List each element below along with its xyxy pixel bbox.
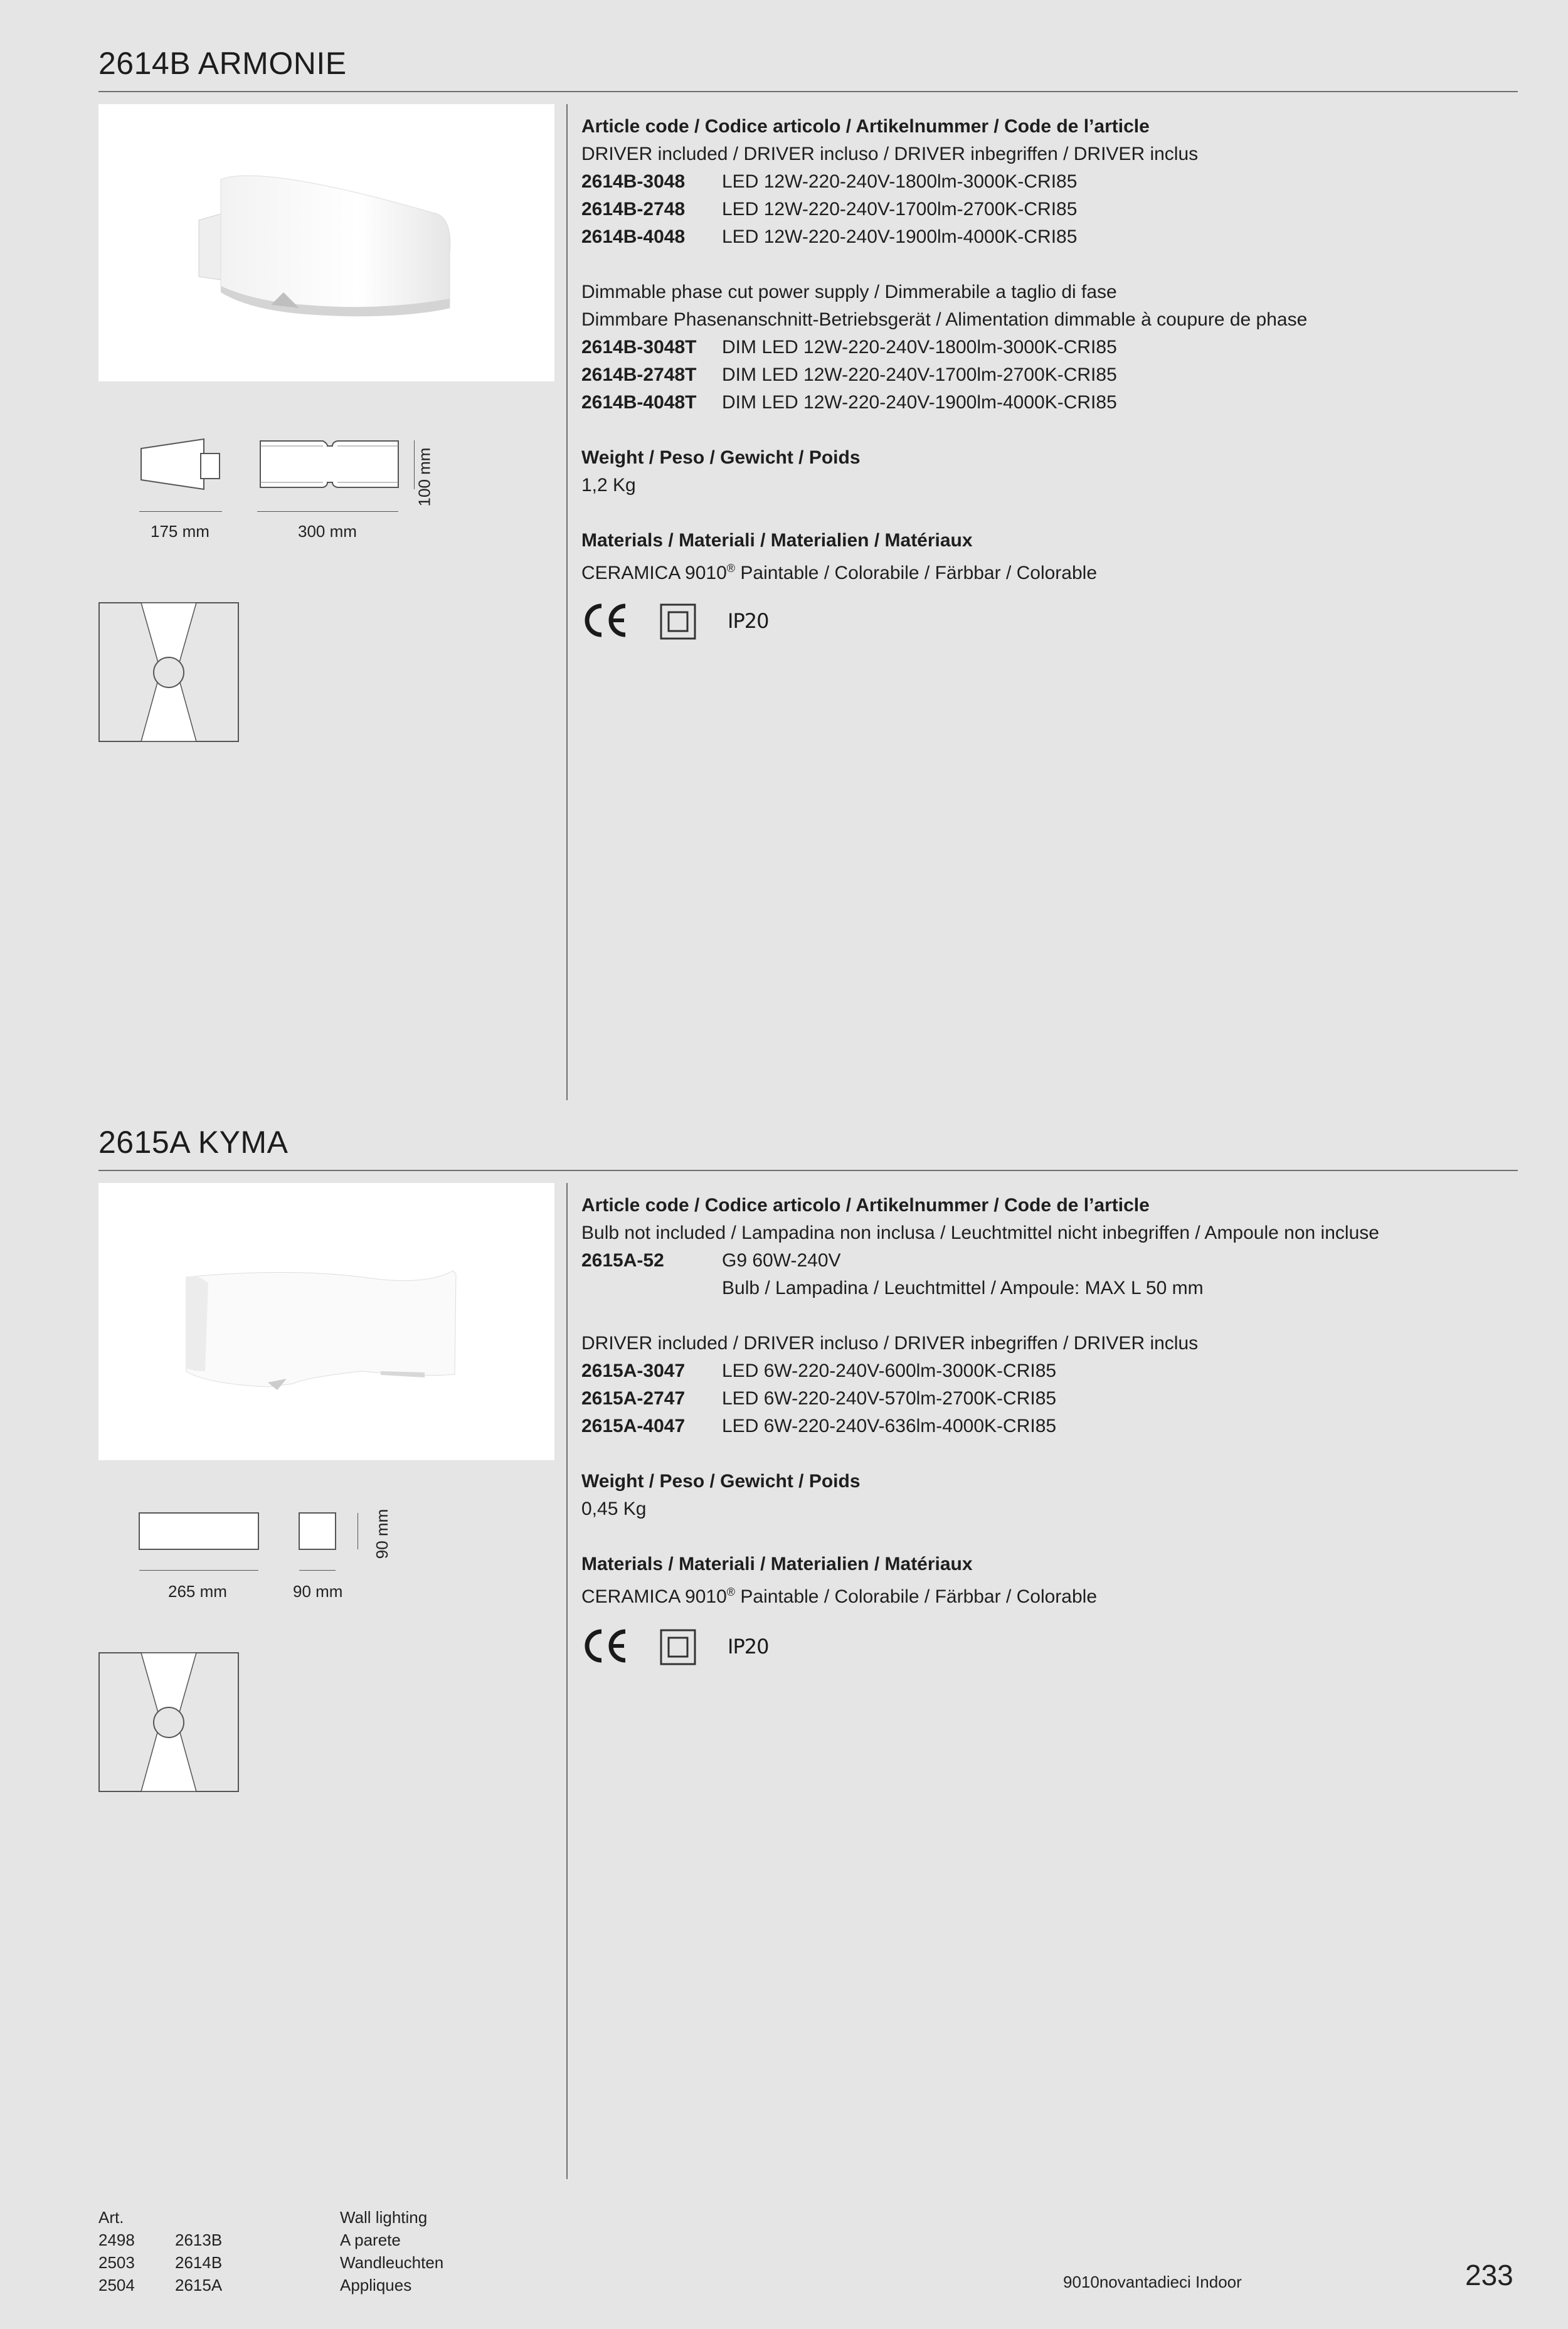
weight-header: Weight / Peso / Gewicht / Poids xyxy=(581,1471,861,1492)
article-row xyxy=(581,1413,1510,1440)
article-code: 2615A-2747 xyxy=(581,1388,686,1409)
article-code: 2614B-2748T xyxy=(581,364,697,385)
article-row xyxy=(581,1275,1510,1302)
article-code: 2614B-4048T xyxy=(581,392,697,413)
footer-art-code: 2613B xyxy=(175,2231,223,2249)
materials-value: CERAMICA 9010® Paintable / Colorabile / Färbbar / Colorable xyxy=(581,562,1098,583)
armonie-lamp-image xyxy=(98,104,554,381)
depth-dimension: 90 mm xyxy=(293,1582,343,1601)
article-row xyxy=(581,389,1510,416)
ip-rating: IP20 xyxy=(728,1635,769,1658)
materials-value: CERAMICA 9010® Paintable / Colorabile / Färbbar / Colorable xyxy=(581,1586,1098,1607)
article-desc: LED 6W-220-240V-600lm-3000K-CRI85 xyxy=(722,1361,1057,1381)
article-row xyxy=(581,223,1510,251)
article-row xyxy=(581,168,1510,196)
article-row xyxy=(581,361,1510,389)
height-dimension: 100 mm xyxy=(415,447,434,507)
width-dimension: 265 mm xyxy=(168,1582,227,1601)
materials-header: Materials / Materiali / Materialien / Matériaux xyxy=(581,530,973,551)
article-desc: LED 6W-220-240V-636lm-4000K-CRI85 xyxy=(722,1416,1057,1436)
article-row xyxy=(581,334,1510,361)
article-code: 2614B-4048 xyxy=(581,226,686,247)
article-row xyxy=(581,1247,1510,1275)
column-divider xyxy=(566,1183,568,2179)
article-code: 2615A-52 xyxy=(581,1250,664,1271)
article-code: 2615A-3047 xyxy=(581,1361,686,1381)
footer-art-code: 2615A xyxy=(175,2276,223,2295)
article-row xyxy=(581,1385,1510,1413)
article-desc: G9 60W-240V xyxy=(722,1250,841,1271)
page-number: 233 xyxy=(1465,2259,1513,2291)
category-label: A parete xyxy=(340,2231,401,2249)
article-desc: DIM LED 12W-220-240V-1800lm-3000K-CRI85 xyxy=(722,337,1117,358)
ce-mark-icon xyxy=(580,1628,629,1664)
footer-category xyxy=(340,2206,443,2296)
footer-art-number: 2504 xyxy=(98,2276,135,2295)
front-view-drawing xyxy=(257,436,401,492)
height-dimension: 90 mm xyxy=(373,1509,392,1559)
article-desc: LED 12W-220-240V-1900lm-4000K-CRI85 xyxy=(722,226,1078,247)
bulb-note: Bulb not included / Lampadina non inclusa / Leuchtmittel nicht inbegriffen / Ampoule non incluse xyxy=(581,1223,1379,1243)
dimmable-note: Dimmable phase cut power supply / Dimmerabile a taglio di fase xyxy=(581,282,1117,302)
side-view-drawing xyxy=(138,436,238,492)
product-photo xyxy=(98,104,554,381)
materials-header: Materials / Materiali / Materialien / Matériaux xyxy=(581,1554,973,1574)
category-label: Appliques xyxy=(340,2276,412,2295)
article-desc: DIM LED 12W-220-240V-1700lm-2700K-CRI85 xyxy=(722,364,1117,385)
class-ii-insulation-icon xyxy=(660,1629,696,1665)
front-view-drawing xyxy=(138,1512,260,1552)
article-code: 2614B-3048 xyxy=(581,171,686,192)
article-row xyxy=(581,1357,1510,1385)
dimension-line xyxy=(299,1570,336,1571)
product-title: 2614B ARMONIE xyxy=(98,46,347,81)
dimension-line xyxy=(257,511,398,512)
light-emission-diagram xyxy=(98,602,239,742)
weight-value: 0,45 Kg xyxy=(581,1499,647,1519)
footer-art-code: 2614B xyxy=(175,2253,223,2272)
footer-art-number: 2498 xyxy=(98,2231,135,2249)
dimension-line xyxy=(139,511,222,512)
weight-value: 1,2 Kg xyxy=(581,475,636,496)
column-divider xyxy=(566,104,568,1100)
article-code-header: Article code / Codice articolo / Artikelnummer / Code de l’article xyxy=(581,1195,1150,1216)
category-label: Wall lighting xyxy=(340,2208,428,2227)
product-photo xyxy=(98,1183,554,1460)
kyma-lamp-image xyxy=(98,1183,554,1460)
ce-mark-icon xyxy=(580,602,629,639)
article-desc: LED 12W-220-240V-1700lm-2700K-CRI85 xyxy=(722,199,1078,220)
weight-header: Weight / Peso / Gewicht / Poids xyxy=(581,447,861,468)
article-desc: DIM LED 12W-220-240V-1900lm-4000K-CRI85 xyxy=(722,392,1117,413)
footer-art-number: 2503 xyxy=(98,2253,135,2272)
category-label: Wandleuchten xyxy=(340,2253,444,2272)
class-ii-insulation-icon xyxy=(660,603,696,640)
article-desc: LED 6W-220-240V-570lm-2700K-CRI85 xyxy=(722,1388,1057,1409)
product-title: 2615A KYMA xyxy=(98,1125,289,1160)
article-code: 2615A-4047 xyxy=(581,1416,686,1436)
ip-rating: IP20 xyxy=(728,609,769,633)
section-divider xyxy=(98,1170,1518,1171)
driver-note: DRIVER included / DRIVER incluso / DRIVER inbegriffen / DRIVER inclus xyxy=(581,1333,1199,1354)
article-code: 2614B-2748 xyxy=(581,199,686,220)
article-code-header: Article code / Codice articolo / Artikelnummer / Code de l’article xyxy=(581,116,1150,137)
width-dimension: 300 mm xyxy=(298,522,357,541)
art-label: Art. xyxy=(98,2208,124,2227)
article-desc: Bulb / Lampadina / Leuchtmittel / Ampoule: MAX L 50 mm xyxy=(722,1278,1204,1298)
side-view-drawing xyxy=(298,1512,339,1552)
depth-dimension: 175 mm xyxy=(151,522,209,541)
product-info xyxy=(581,1192,1510,1606)
light-emission-diagram xyxy=(98,1652,239,1792)
article-desc: LED 12W-220-240V-1800lm-3000K-CRI85 xyxy=(722,171,1078,192)
driver-note: DRIVER included / DRIVER incluso / DRIVER inbegriffen / DRIVER inclus xyxy=(581,144,1199,164)
dimension-line xyxy=(139,1570,258,1571)
dimmable-note: Dimmbare Phasenanschnitt-Betriebsgerät / Alimentation dimmable à coupure de phase xyxy=(581,309,1308,330)
article-row xyxy=(581,196,1510,223)
product-info xyxy=(581,113,1510,582)
section-divider xyxy=(98,91,1518,92)
brand-label: 9010novantadieci Indoor xyxy=(1063,2273,1242,2291)
article-code: 2614B-3048T xyxy=(581,337,697,358)
